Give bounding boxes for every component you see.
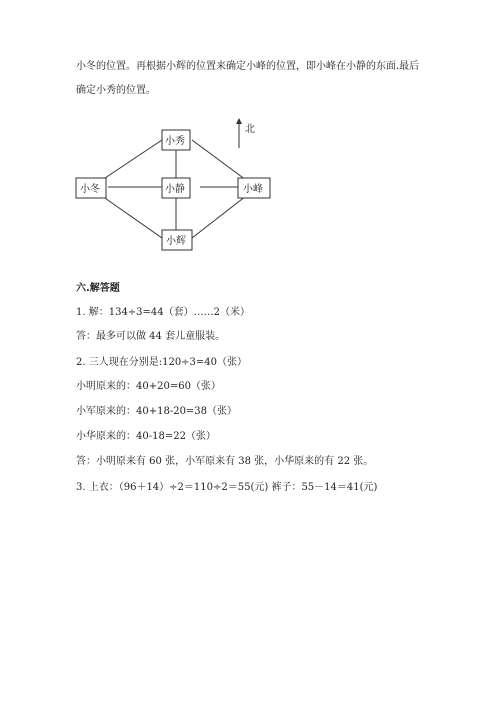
answer-line: 3. 上衣：（96＋14）÷2＝110÷2＝55(元) 裤子：55－14＝41(元) (76, 482, 378, 493)
node-bottom: 小辉 (166, 236, 186, 247)
section-title: 六.解答题 (76, 283, 120, 294)
answer-line: 2. 三人现在分别是:120÷3=40（张） (76, 357, 248, 368)
answer-line: 1. 解：134÷3=44（套）……2（米） (76, 307, 251, 318)
edge-top-right (192, 140, 246, 180)
intro-line-2: 确定小秀的位置。 (76, 85, 156, 96)
answer-line: 小军原来的：40+18-20=38（张） (76, 406, 238, 417)
node-center: 小静 (165, 184, 185, 195)
edge-bottom-right (192, 196, 246, 238)
node-right: 小峰 (243, 184, 263, 195)
position-diagram (70, 118, 290, 258)
intro-line-1: 小冬的位置。再根据小辉的位置来确定小峰的位置，即小峰在小静的东面.最后 (76, 61, 420, 72)
north-label: 北 (245, 124, 255, 135)
edge-top-left (102, 140, 162, 180)
answer-line: 答：小明原来有 60 张，小军原来有 38 张，小华原来的有 22 张。 (76, 456, 374, 467)
edge-bottom-left (102, 196, 162, 238)
node-top: 小秀 (165, 136, 185, 147)
answer-line: 答：最多可以做 44 套儿童服装。 (76, 331, 226, 342)
north-arrow (236, 118, 242, 148)
node-left: 小冬 (80, 184, 100, 195)
answer-line: 小华原来的：40-18=22（张） (76, 431, 216, 442)
answer-line: 小明原来的：40+20=60（张） (76, 381, 221, 392)
